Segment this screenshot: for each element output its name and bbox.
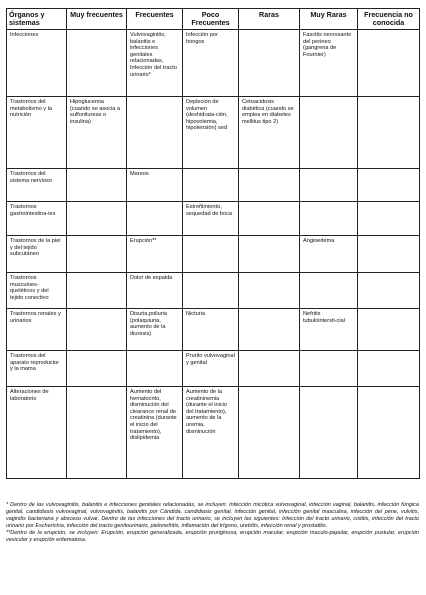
table-cell — [358, 387, 420, 479]
table-cell — [239, 169, 300, 202]
table-cell — [67, 169, 127, 202]
table-cell — [300, 97, 358, 169]
row-organ-label: Trastornos musculoes-queléticos y del tejido conectivo — [7, 273, 67, 309]
header-very-rare: Muy Raras — [300, 9, 358, 30]
table-cell — [239, 351, 300, 387]
table-row — [7, 97, 420, 169]
table-row — [7, 351, 420, 387]
table-cell — [239, 273, 300, 309]
row-organ-label: Trastornos del sistema nervioso — [7, 169, 67, 202]
adverse-reactions-table — [6, 8, 420, 479]
table-cell — [358, 309, 420, 351]
table-cell: Aumento del hematocrito, disminución del clearance renal de creatinina (durante el inicio del tratamiento), dislipidemia — [127, 387, 183, 479]
table-cell: Nicturia — [183, 309, 239, 351]
table-cell — [239, 236, 300, 273]
adverse-reactions-table-container — [6, 8, 419, 479]
table-cell: Depleción de volumen (deshidrata-ción, hipovolemia, hipotensión) sed — [183, 97, 239, 169]
table-cell: Aumento de la creatininemia (durante el inicio del tratamiento), aumento de la uremia, disminución — [183, 387, 239, 479]
row-organ-label: Trastornos gastrointestina-les — [7, 202, 67, 236]
table-cell: Disuria,poliuria (polaquiuria, aumento de la diuresis) — [127, 309, 183, 351]
table-row — [7, 309, 420, 351]
table-cell — [300, 387, 358, 479]
table-row — [7, 169, 420, 202]
header-frequency-unknown: Frecuencia no conocida — [358, 9, 420, 30]
table-cell — [358, 169, 420, 202]
table-cell — [67, 236, 127, 273]
table-cell — [239, 202, 300, 236]
table-cell — [239, 387, 300, 479]
header-row — [7, 9, 420, 30]
table-cell — [183, 236, 239, 273]
table-row — [7, 202, 420, 236]
table-cell: Angioedema — [300, 236, 358, 273]
table-cell: Hipoglucemia (cuando se asocia a sulfonilureas o insulina) — [67, 97, 127, 169]
header-uncommon: Poco Frecuentes — [183, 9, 239, 30]
table-cell: Infección por hongos — [183, 30, 239, 97]
row-organ-label: Trastornos del metabolismo y la nutrición — [7, 97, 67, 169]
footnotes — [6, 502, 419, 544]
table-cell — [239, 309, 300, 351]
table-cell — [300, 351, 358, 387]
footnote-single-asterisk: * Dentro de las vulvovaginitis, balanitis e infecciones genitales relacionadas, se incluyen: Infección micótica vulvovaginal, infección vaginal, balanitis, infección fúngica genital, candidiasis vulvovaginal, vulvovaginitis, balanitis por Cándida, candidiasis genital, infección genital, infección genital masculina, infección del pene, vulvitis, vaginitis bacteriana y absceso vulvar. Dentro de las infecciones del tracto urinario, se incluyen las siguientes: Infección del tracto urinario, cistitis, infección del tracto urinario por Escherichia, infección del tracto genitourinario, pielonefritis, inflamación del trígono, uretritis, infección renal y prostatitis. — [6, 502, 419, 529]
row-organ-label: Alteraciones de laboratorio — [7, 387, 67, 479]
table-cell — [67, 202, 127, 236]
table-cell: Dolor de espalda — [127, 273, 183, 309]
row-organ-label: Trastornos del aparato reproductor y la mama — [7, 351, 67, 387]
table-cell: Nefritis tubulointersti-cial — [300, 309, 358, 351]
table-cell — [127, 351, 183, 387]
footnote-double-asterisk: **Dentro de la erupción, se incluyen: Erupción, erupción generalizada, erupción pruriginosa, erupción macular, erupción maculo-papular, erupción pustular, erupción vesicular y erupción eritematosa. — [6, 530, 419, 543]
table-cell — [67, 273, 127, 309]
table-cell — [358, 97, 420, 169]
row-organ-label: Trastornos de la piel y del tejido subcutáneo — [7, 236, 67, 273]
table-row — [7, 236, 420, 273]
table-cell: Mareos — [127, 169, 183, 202]
table-cell — [127, 202, 183, 236]
table-cell — [358, 202, 420, 236]
table-cell: Prurito vulvovaginal y genital — [183, 351, 239, 387]
table-row — [7, 30, 420, 97]
header-very-common: Muy frecuentes — [67, 9, 127, 30]
table-cell — [358, 30, 420, 97]
table-cell: Estreñimiento, sequedad de boca — [183, 202, 239, 236]
table-cell — [183, 273, 239, 309]
table-row — [7, 387, 420, 479]
table-cell — [67, 309, 127, 351]
table-cell — [358, 236, 420, 273]
table-row — [7, 273, 420, 309]
row-organ-label: Infecciones — [7, 30, 67, 97]
header-common: Frecuentes — [127, 9, 183, 30]
table-cell: Fascitis necrosante del perineo (gangrena de Fournier) — [300, 30, 358, 97]
table-cell: Erupción** — [127, 236, 183, 273]
table-cell — [300, 169, 358, 202]
table-cell — [183, 169, 239, 202]
table-cell — [239, 30, 300, 97]
table-cell — [67, 30, 127, 97]
table-cell — [300, 273, 358, 309]
table-cell — [67, 387, 127, 479]
table-cell: Cetoacidosis diabética (cuando se emplea en diabetes mellitus tipo 2) — [239, 97, 300, 169]
row-organ-label: Trastornos renales y urinarios — [7, 309, 67, 351]
table-cell: Vulvovaginitis, balanitis e infecciones genitales relacionadas, Infección del tracto urinario* — [127, 30, 183, 97]
table-cell — [300, 202, 358, 236]
header-rare: Raras — [239, 9, 300, 30]
table-cell — [67, 351, 127, 387]
table-cell — [358, 273, 420, 309]
table-cell — [358, 351, 420, 387]
table-cell — [127, 97, 183, 169]
header-organ-system: Órganos y sistemas — [7, 9, 67, 30]
